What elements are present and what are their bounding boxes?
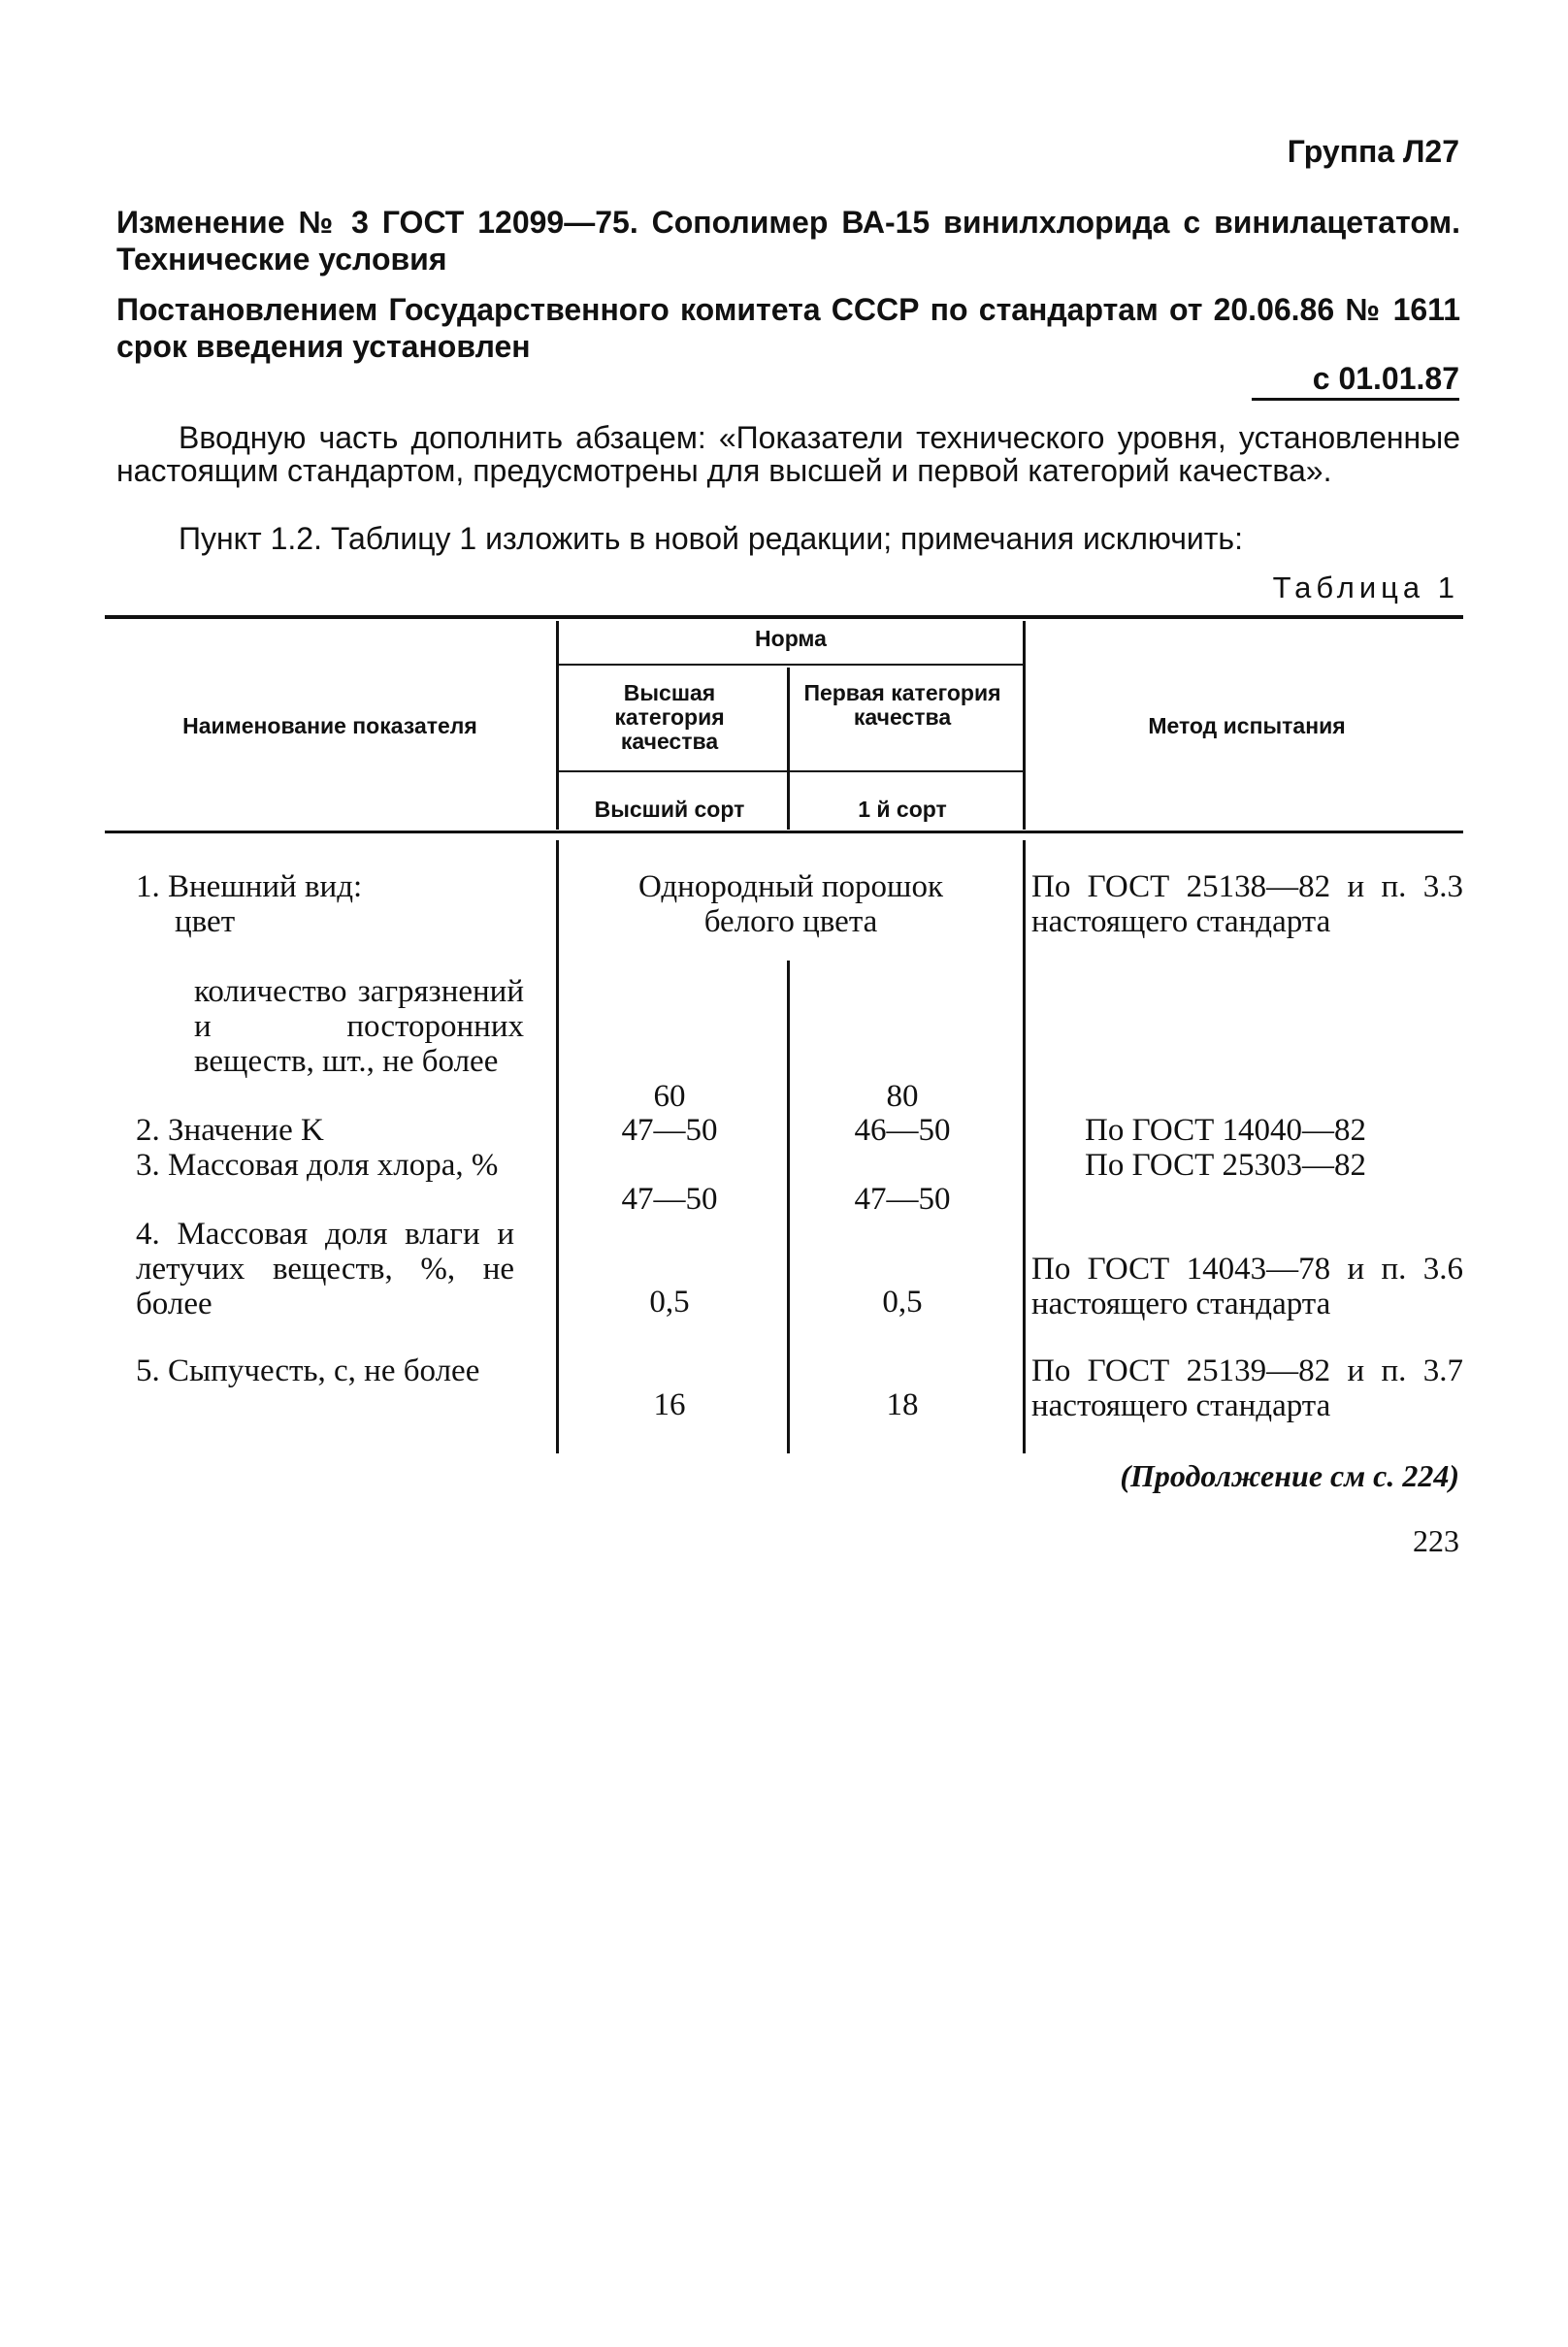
clause-paragraph: Пункт 1.2. Таблицу 1 изложить в новой редакции; примечания исключить: [179, 521, 1243, 556]
table-header-rule [105, 831, 1463, 833]
header-cat1: Высшая категория качества [614, 680, 725, 754]
col-divider-2 [787, 668, 790, 830]
row1b-value2: 80 [886, 1079, 919, 1114]
row5-name: 5. Сыпучесть, с, не более [136, 1353, 480, 1388]
row3-value2: 47—50 [854, 1182, 951, 1217]
row1-method: По ГОСТ 25138—82 и п. 3.3 настоящего стандарта [1031, 869, 1463, 939]
row3-method: По ГОСТ 25303—82 [1085, 1148, 1366, 1183]
grade-divider [559, 770, 1023, 772]
row1-sub: цвет [175, 904, 236, 939]
body-divider-3 [1023, 840, 1026, 1453]
group-label: Группа Л27 [1287, 134, 1459, 169]
intro-paragraph: Вводную часть дополнить абзацем: «Показатели технического уровня, установленные настоящим стандартом, предусмотрены для высшей и первой категорий качества». [116, 420, 1460, 488]
header-method: Метод испытания [1148, 713, 1346, 738]
header-cat2: Первая категория качества [803, 680, 1001, 730]
row1-value: Однородный порошок белого цвета [637, 869, 944, 939]
table-label: Таблица 1 [1272, 570, 1459, 604]
header-norm: Норма [755, 626, 827, 651]
row5-value2: 18 [886, 1387, 919, 1422]
header-grade2: 1 й сорт [858, 797, 947, 822]
effective-date: с 01.01.87 [1312, 361, 1459, 396]
row3-value1: 47—50 [621, 1182, 718, 1217]
row2-value1: 47—50 [621, 1113, 718, 1148]
table-top-rule [105, 615, 1463, 619]
col-divider-3 [1023, 621, 1026, 830]
header-grade1: Высший сорт [594, 797, 745, 822]
row5-value1: 16 [653, 1387, 686, 1422]
row3-name: 3. Массовая доля хлора, % [136, 1148, 499, 1183]
row5-method: По ГОСТ 25139—82 и п. 3.7 настоящего стандарта [1031, 1353, 1463, 1423]
body-divider-2 [787, 961, 790, 1453]
decree-text: Постановлением Государственного комитета СССР по стандартам от 20.06.86 № 1611 срок введения установлен [116, 292, 1460, 364]
row4-value2: 0,5 [882, 1285, 923, 1320]
page-number: 223 [1413, 1523, 1459, 1558]
row2-value2: 46—50 [854, 1113, 951, 1148]
date-underline [1252, 398, 1459, 401]
row1b-value1: 60 [653, 1079, 686, 1114]
body-divider-1 [556, 840, 559, 1453]
continuation-note: (Продолжение см с. 224) [1120, 1458, 1459, 1493]
row1-name: 1. Внешний вид: [136, 869, 363, 904]
col-divider-1 [556, 621, 559, 830]
document-title: Изменение № 3 ГОСТ 12099—75. Сополимер ВА-15 винилхлорида с винилацетатом. Технические условия [116, 205, 1460, 277]
row4-method: По ГОСТ 14043—78 и п. 3.6 настоящего стандарта [1031, 1252, 1463, 1321]
row1b-name: количество загрязнений и посторонних веществ, шт., не более [194, 974, 524, 1079]
row4-name: 4. Массовая доля влаги и летучих веществ, %, не более [136, 1217, 514, 1321]
row4-value1: 0,5 [649, 1285, 690, 1320]
row2-name: 2. Значение K [136, 1113, 324, 1148]
row2-method: По ГОСТ 14040—82 [1085, 1113, 1366, 1148]
norm-divider [559, 664, 1023, 666]
header-name: Наименование показателя [182, 713, 477, 738]
